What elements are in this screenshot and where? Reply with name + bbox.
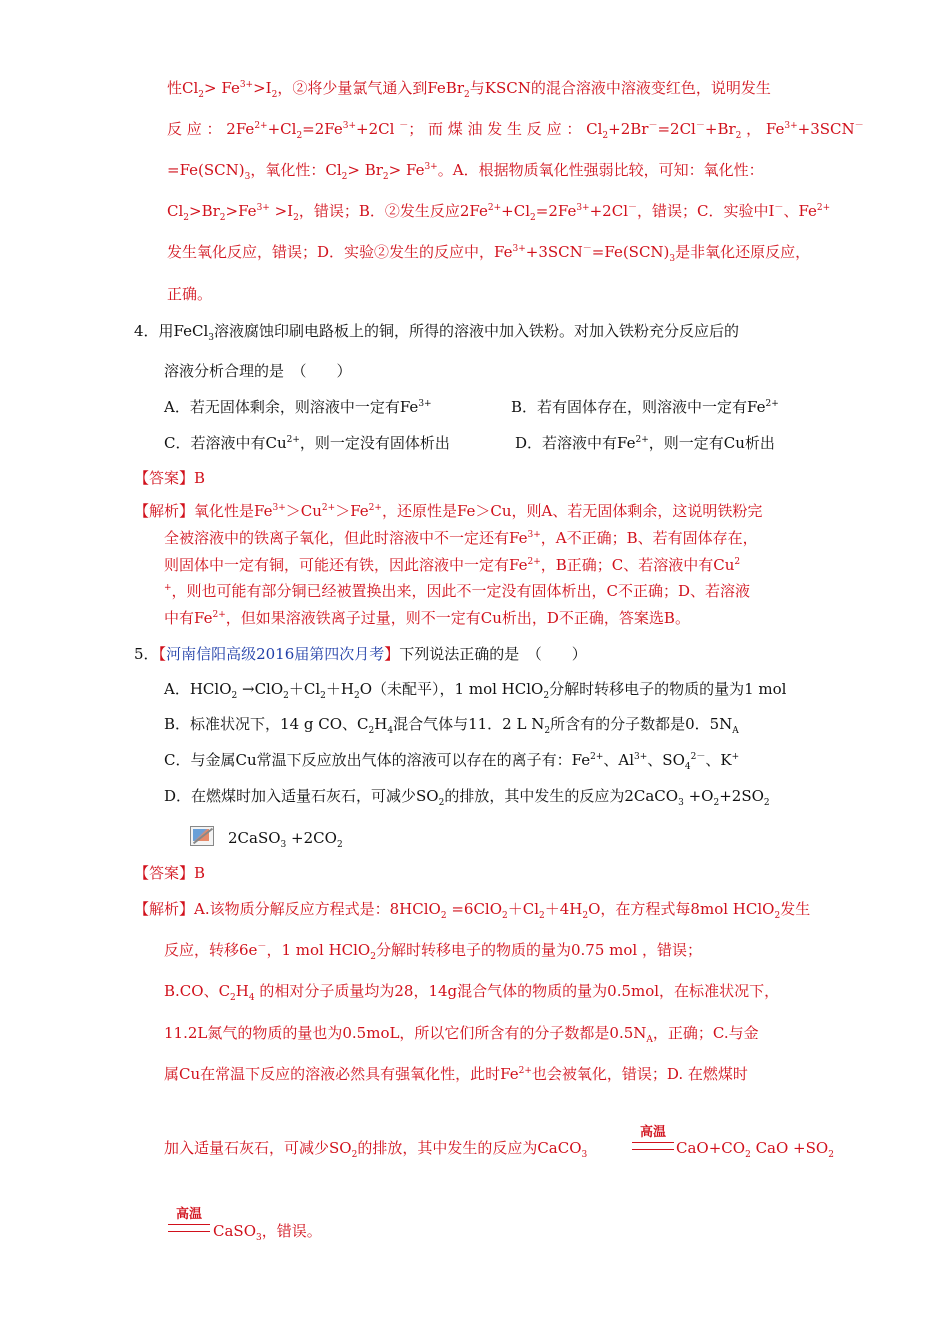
text-line-e5f: 加入适量石灰石，可减少$SO_2$的排放，其中发生的反应为CaCO$_3$ [164,1139,588,1160]
text-line-q4A: A．若无固体剩余，则溶液中一定有$Fe^{3+}$ [164,398,432,416]
text-line-e4e: 中有$Fe^{2+}$，但如果溶液铁离子过量，则不一定有Cu析出，D不正确，答案选B。 [164,609,690,627]
text-line-l6: 正确。 [167,285,213,303]
text-line-e4d: +，则也可能有部分铜已经被置换出来，因此不一定没有固体析出，C不正确；D、若溶液 [164,582,751,600]
text-line-a5: 【答案】B [134,864,206,882]
text-line-e5e: 属Cu在常温下反应的溶液必然具有强氧化性，此时$Fe^{2+}$也会被氧化，错误；D. 在燃煤时 [164,1065,748,1083]
text-line-q5D: D．在燃煤时加入适量石灰石，可减少$SO_2$的排放，其中发生的反应为2CaCO$_3$ $+O_2+2SO_2$ [164,787,770,808]
reaction-condition-sign [632,1126,674,1150]
text-line-l5: 发生氧化反应，错误；D．实验②发生的反应中，$Fe^{3+}+3SCN^-=Fe(SCN)_3$是非氧化还原反应， [167,243,811,264]
text-line-e4a: 【解析】氧化性是$Fe^{3+}>Cu^{2+}>Fe^{2+}$，还原性是Fe＞Cu，则A、若无固体剩余，这说明铁粉完 [134,502,763,520]
text-line-q4b: 溶液分析合理的是 （ ） [164,362,352,380]
text-line-q4D: D．若溶液中有$Fe^{2+}$，则一定有Cu析出 [515,434,775,452]
text-line-q4B: B．若有固体存在，则溶液中一定有$Fe^{2+}$ [511,398,779,416]
text-line-q5B: B．标准状况下，14 g CO、$C_2H_4$混合气体与11．2 L $N_2$所含有的分子数都是0．$5N_A$ [164,715,739,736]
text-line-a4: 【答案】B [134,469,206,487]
text-line-e5b: 反应，转移6e－，1 mol HClO$_2$分解时转移电子的物质的量为0.75 mol ，错误； [164,941,702,962]
text-line-e5a: 【解析】A.该物质分解反应方程式是：8HClO$_2$ $=6ClO_2+Cl_2+4H_2O$，在方程式每8mol HClO$_2$发生 [134,900,811,921]
text-line-e5c: B.CO、$C_2H_4$ 的相对分子质量均为28，14g混合气体的物质的量为0.5mol，在标准状况下， [164,982,780,1003]
text-line-q5: 5．【河南信阳高级2016届第四次月考】下列说法正确的是 （ ） [134,645,587,663]
text-line-e5g: $CaO+CO_2$ CaO $+SO_2$ [676,1139,834,1160]
text-line-q4C: C．若溶液中有$Cu^{2+}$，则一定没有固体析出 [164,434,450,452]
condition-label: 高温 [175,1207,202,1222]
reaction-condition-sign [168,1208,210,1232]
text-line-l2: 反 应 ： $2Fe^{2+}+Cl_2=2Fe^{3+}+2Cl$ －； 而 煤 油 发 生 反 应 ： $Cl_2+2Br^-=2Cl^-+Br_2$ ， $Fe^{3+}+3SCN^-$ [167,120,864,141]
text-line-q5A: A．HClO$_2$ $\to ClO_2+Cl_2+H_2O$（未配平），1 mol HClO$_2$分解时转移电子的物质的量为1 mol [164,680,787,701]
text-line-l4: $Cl_2>Br_2>Fe^{3+} >I_2$，错误；B．②发生反应$2Fe^{2+}+Cl_2=2Fe^{3+}+2Cl^-$，错误；C．实验中I－、$Fe^{2+}$ [167,202,831,223]
text-line-e5d: 11.2L氮气的物质的量也为0.5moL，所以它们所含有的分子数都是$0.5N_A$，正确；C.与金 [164,1024,759,1045]
text-line-q4a: 4．用FeCl$_3$溶液腐蚀印刷电路板上的铜，所得的溶液中加入铁粉。对加入铁粉充分反应后的 [134,322,740,343]
text-line-e4c: 则固体中一定有铜，可能还有铁，因此溶液中一定有$Fe^{2+}$，B正确；C、若溶液中有Cu$^2$ [164,556,741,574]
broken-image-icon [190,826,214,846]
text-line-e5h: CaSO$_3$，错误。 [213,1222,322,1243]
text-line-l1: 性$Cl_2> Fe^{3+}>I_2$，②将少量氯气通入到FeBr$_2$与KSCN的混合溶液中溶液变红色，说明发生 [167,79,771,100]
text-line-e4b: 全被溶液中的铁离子氧化，但此时溶液中不一定还有$Fe^{3+}$，A不正确；B、若有固体存在， [164,529,758,547]
condition-label: 高温 [639,1125,666,1140]
text-line-l3: $=Fe(SCN)_3$，氧化性：$Cl_2> Br_2> Fe^{3+}$。A．根据物质氧化性强弱比较，可知：氧化性： [167,161,764,182]
text-line-q5C: C．与金属Cu常温下反应放出气体的溶液可以存在的离子有：$Fe^{2+}$、$Al^{3+}$、$SO_4^{2-}$、K+ [164,751,740,772]
text-line-q5D2: 2CaSO$_3$ $+2CO_2$ [228,829,343,850]
